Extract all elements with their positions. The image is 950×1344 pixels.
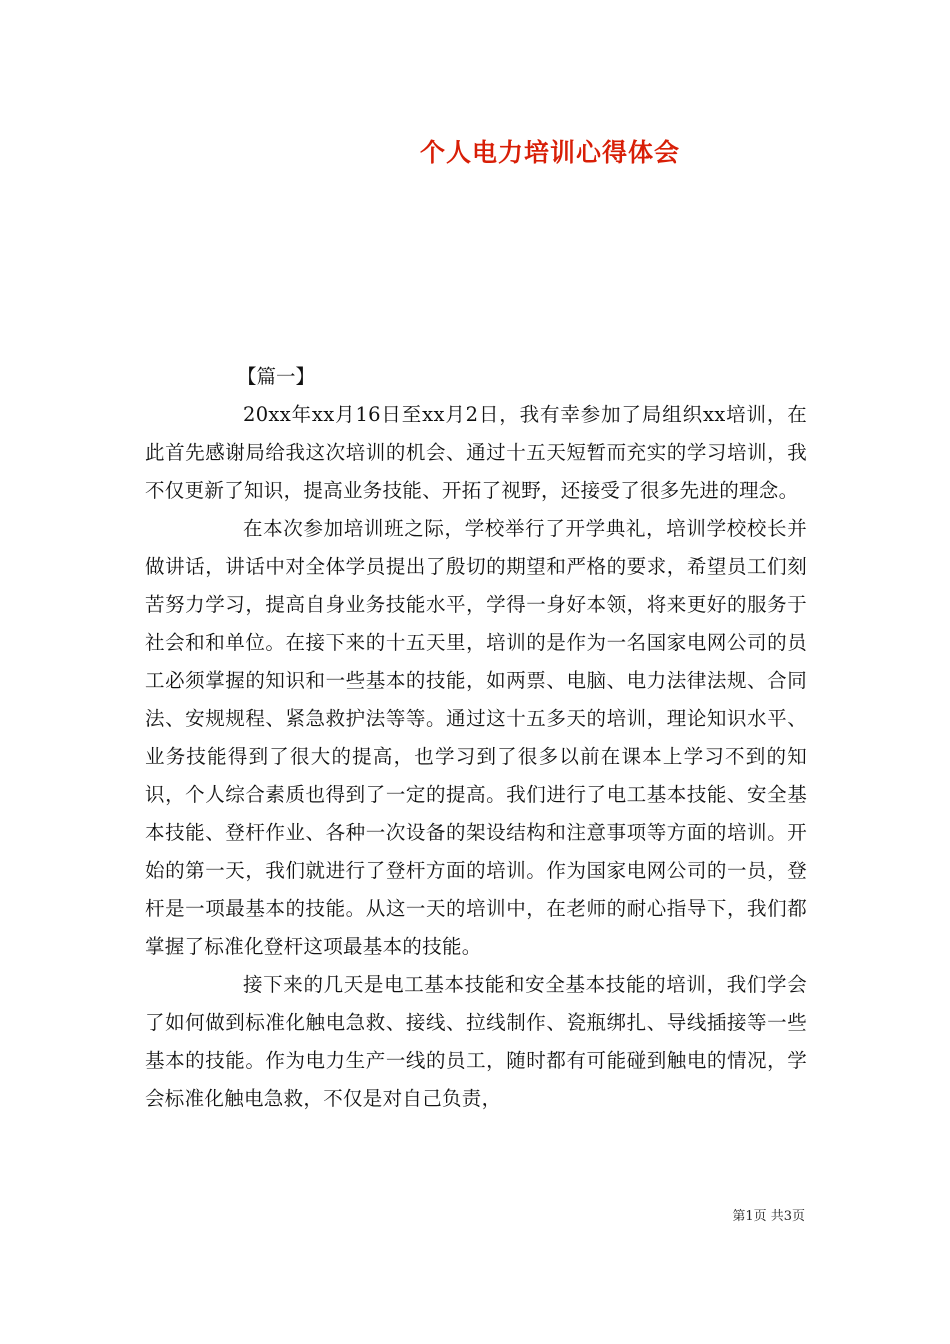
paragraph-1: 20xx年xx月16日至xx月2日，我有幸参加了局组织xx培训，在此首先感谢局给我这次培训的机会、通过十五天短暂而充实的学习培训，我不仅更新了知识，提高业务技能、开拓了视野，还接受了很多先进的理念。 <box>145 403 807 502</box>
paragraph-2: 在本次参加培训班之际，学校举行了开学典礼，培训学校校长并做讲话，讲话中对全体学员提出了殷切的期望和严格的要求，希望员工们刻苦努力学习，提高自身业务技能水平，学得一身好本领，将来更好的服务于社会和和单位。在接下来的十五天里，培训的是作为一名国家电网公司的员工必须掌握的知识和一些基本的技能，如两票、电脑、电力法律法规、合同法、安规规程、紧急救护法等等。通过这十五多天的培训，理论知识水平、业务技能得到了很大的提高，也学习到了很多以前在课本上学习不到的知识，个人综合素质也得到了一定的提高。我们进行了电工基本技能、安全基本技能、登杆作业、各种一次设备的架设结构和注意事项等方面的培训。开始的第一天，我们就进行了登杆方面的培训。作为国家电网公司的一员，登杆是一项最基本的技能。从这一天的培训中，在老师的耐心指导下，我们都掌握了标准化登杆这项最基本的技能。 <box>145 517 807 958</box>
page-number-footer: 第1页 共3页 <box>732 1209 805 1224</box>
paragraph-3: 接下来的几天是电工基本技能和安全基本技能的培训，我们学会了如何做到标准化触电急救、接线、拉线制作、瓷瓶绑扎、导线插接等一些基本的技能。作为电力生产一线的员工，随时都有可能碰到触电的情况，学会标准化触电急救，不仅是对自己负责， <box>145 973 807 1110</box>
document-title: 个人电力培训心得体会 <box>419 138 680 167</box>
document-body <box>145 358 807 1118</box>
section-label: 【篇一】 <box>237 365 316 388</box>
